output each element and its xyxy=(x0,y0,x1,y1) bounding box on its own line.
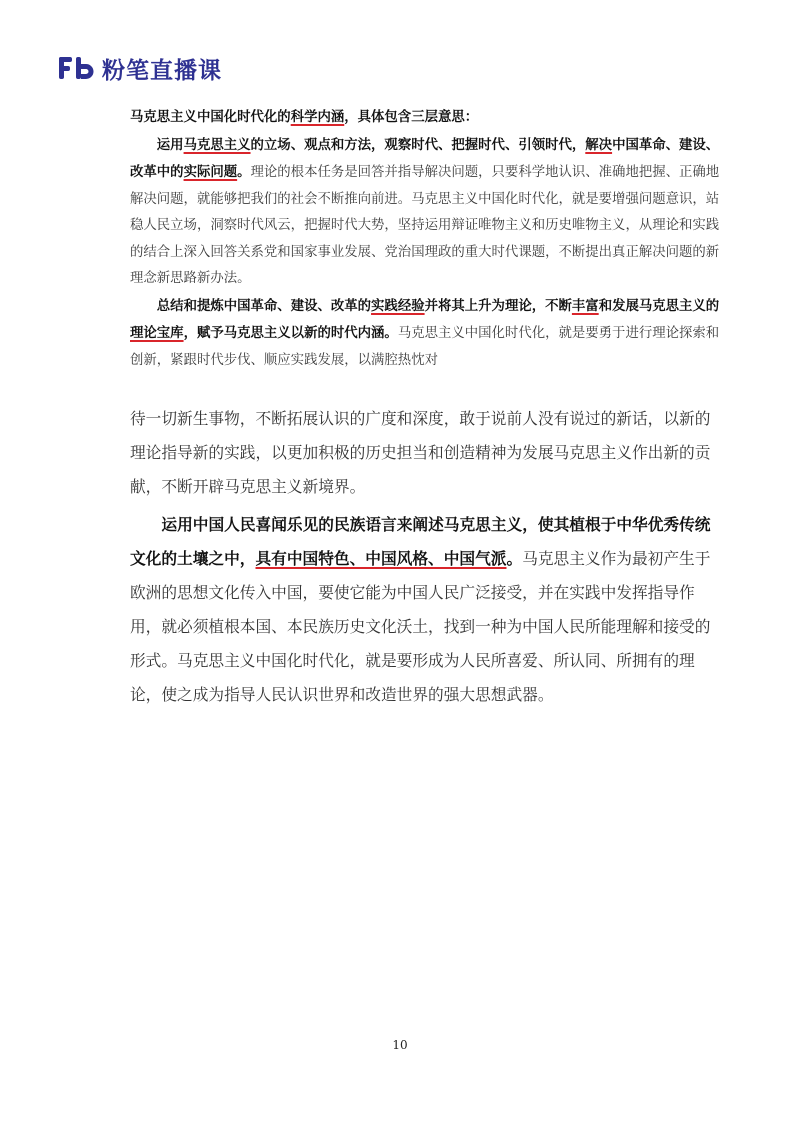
fb-logo-icon xyxy=(58,55,96,81)
scanned-section xyxy=(130,104,720,374)
section-heading: 马克思主义中国化时代化的科学内涵，具体包含三层意思： xyxy=(130,109,479,125)
paragraph-1: 运用马克思主义的立场、观点和方法，观察时代、把握时代、引领时代，解决中国革命、建设、改革中的实际问题。理论的根本任务是回答并指导解决问题，只要科学地认识、准确地把握、正确地解决问题，就能够把我们的社会不断推向前进。马克思主义中国化时代化，就是要增强问题意识，站稳人民立场，洞察时代风云，把握时代大势，坚持运用辩证唯物主义和历史唯物主义，从理论和实践的结合上深入回答关系党和国家事业发展、党治国理政的重大时代课题，不断提出真正解决问题的新理念新思路新办法。 xyxy=(130,136,720,286)
paragraph-2: 总结和提炼中国革命、建设、改革的实践经验并将其上升为理论，不断丰富和发展马克思主义的理论宝库，赋予马克思主义以新的时代内涵。马克思主义中国化时代化，就是要勇于进行理论探索和创新，紧跟时代步伐、顺应实践发展，以满腔热忱对 xyxy=(130,297,720,368)
page-number: 10 xyxy=(392,1038,408,1052)
paragraph-3: 待一切新生事物，不断拓展认识的广度和深度，敢于说前人没有说过的新话，以新的理论指导新的实践，以更加积极的历史担当和创造精神为发展马克思主义作出新的贡献，不断开辟马克思主义新境界。 xyxy=(130,409,711,496)
brand-name: 粉笔直播课 xyxy=(102,57,222,84)
scanned-section-continued xyxy=(130,402,720,712)
brand-logo xyxy=(58,52,222,84)
paragraph-4: 运用中国人民喜闻乐见的民族语言来阐述马克思主义，使其植根于中华优秀传统文化的土壤之中，具有中国特色、中国风格、中国气派。马克思主义作为最初产生于欧洲的思想文化传入中国，要使它能为中国人民广泛接受，并在实践中发挥指导作用，就必须植根本国、本民族历史文化沃土，找到一种为中国人民所能理解和接受的形式。马克思主义中国化时代化，就是要形成为人民所喜爱、所认同、所拥有的理论，使之成为指导人民认识世界和改造世界的强大思想武器。 xyxy=(130,515,711,704)
